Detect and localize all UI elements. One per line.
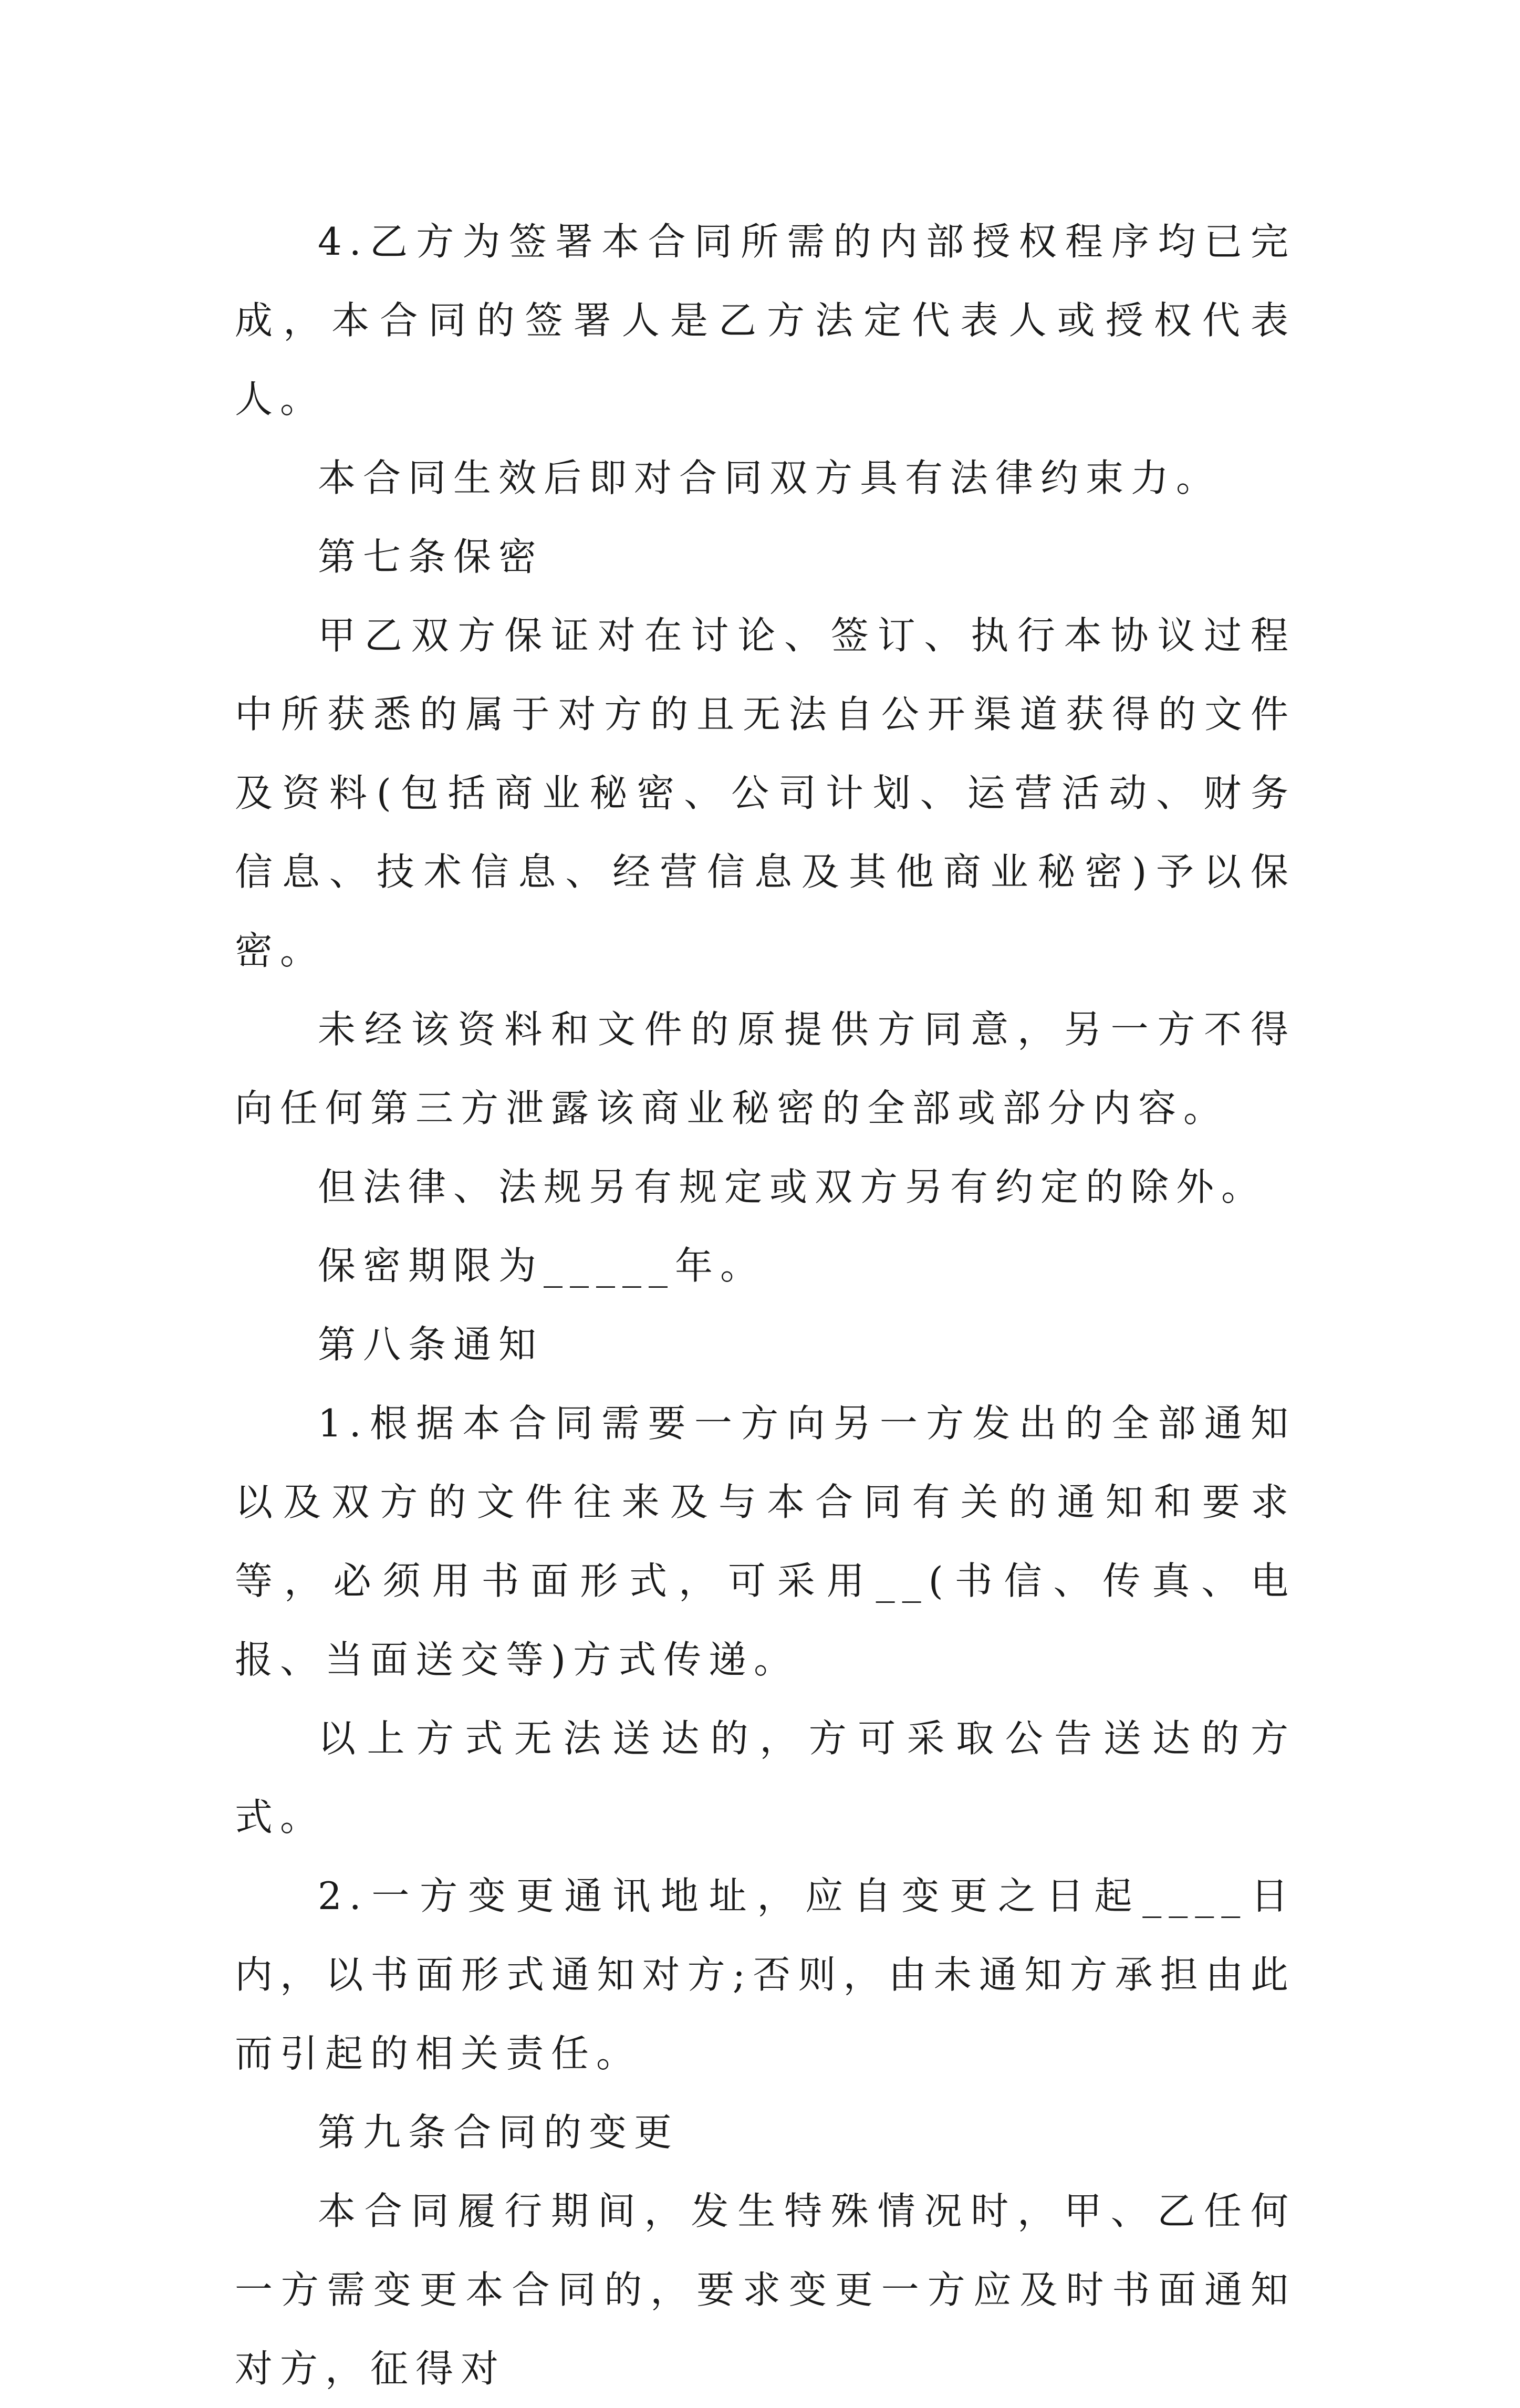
document-body [235,202,1296,2408]
paragraph-confidentiality-term: 保密期限为_____年。 [318,1244,766,1288]
paragraph-authorization: 4.乙方为签署本合同所需的内部授权程序均已完成，本合同的签署人是乙方法定代表人或授权代表人。 [235,220,1296,421]
paragraph-address-change: 2.一方变更通讯地址，应自变更之日起____日内，以书面形式通知对方;否则，由未通知方承担由此而引起的相关责任。 [235,1874,1296,2076]
heading-article-9: 第九条合同的变更 [318,2110,680,2154]
paragraph-confidentiality: 甲乙双方保证对在讨论、签订、执行本协议过程中所获悉的属于对方的且无法自公开渠道获得的文件及资料(包括商业秘密、公司计划、运营活动、财务信息、技术信息、经营信息及其他商业秘密)予以保密。 [235,613,1296,973]
paragraph-public-notice: 以上方式无法送达的，方可采取公告送达的方式。 [235,1716,1296,1839]
heading-article-7: 第七条保密 [318,535,544,579]
paragraph-contract-change: 本合同履行期间，发生特殊情况时，甲、乙任何一方需变更本合同的，要求变更一方应及时书面通知对方，征得对 [235,2189,1296,2391]
heading-article-8: 第八条通知 [318,1322,544,1367]
paragraph-binding-effect: 本合同生效后即对合同双方具有法律约束力。 [318,456,1222,500]
paragraph-no-disclosure: 未经该资料和文件的原提供方同意，另一方不得向任何第三方泄露该商业秘密的全部或部分内容。 [235,1007,1296,1130]
paragraph-exception: 但法律、法规另有规定或双方另有约定的除外。 [318,1165,1267,1209]
paragraph-notice-form: 1.根据本合同需要一方向另一方发出的全部通知以及双方的文件往来及与本合同有关的通知和要求等，必须用书面形式，可采用__(书信、传真、电报、当面送交等)方式传递。 [235,1401,1296,1682]
